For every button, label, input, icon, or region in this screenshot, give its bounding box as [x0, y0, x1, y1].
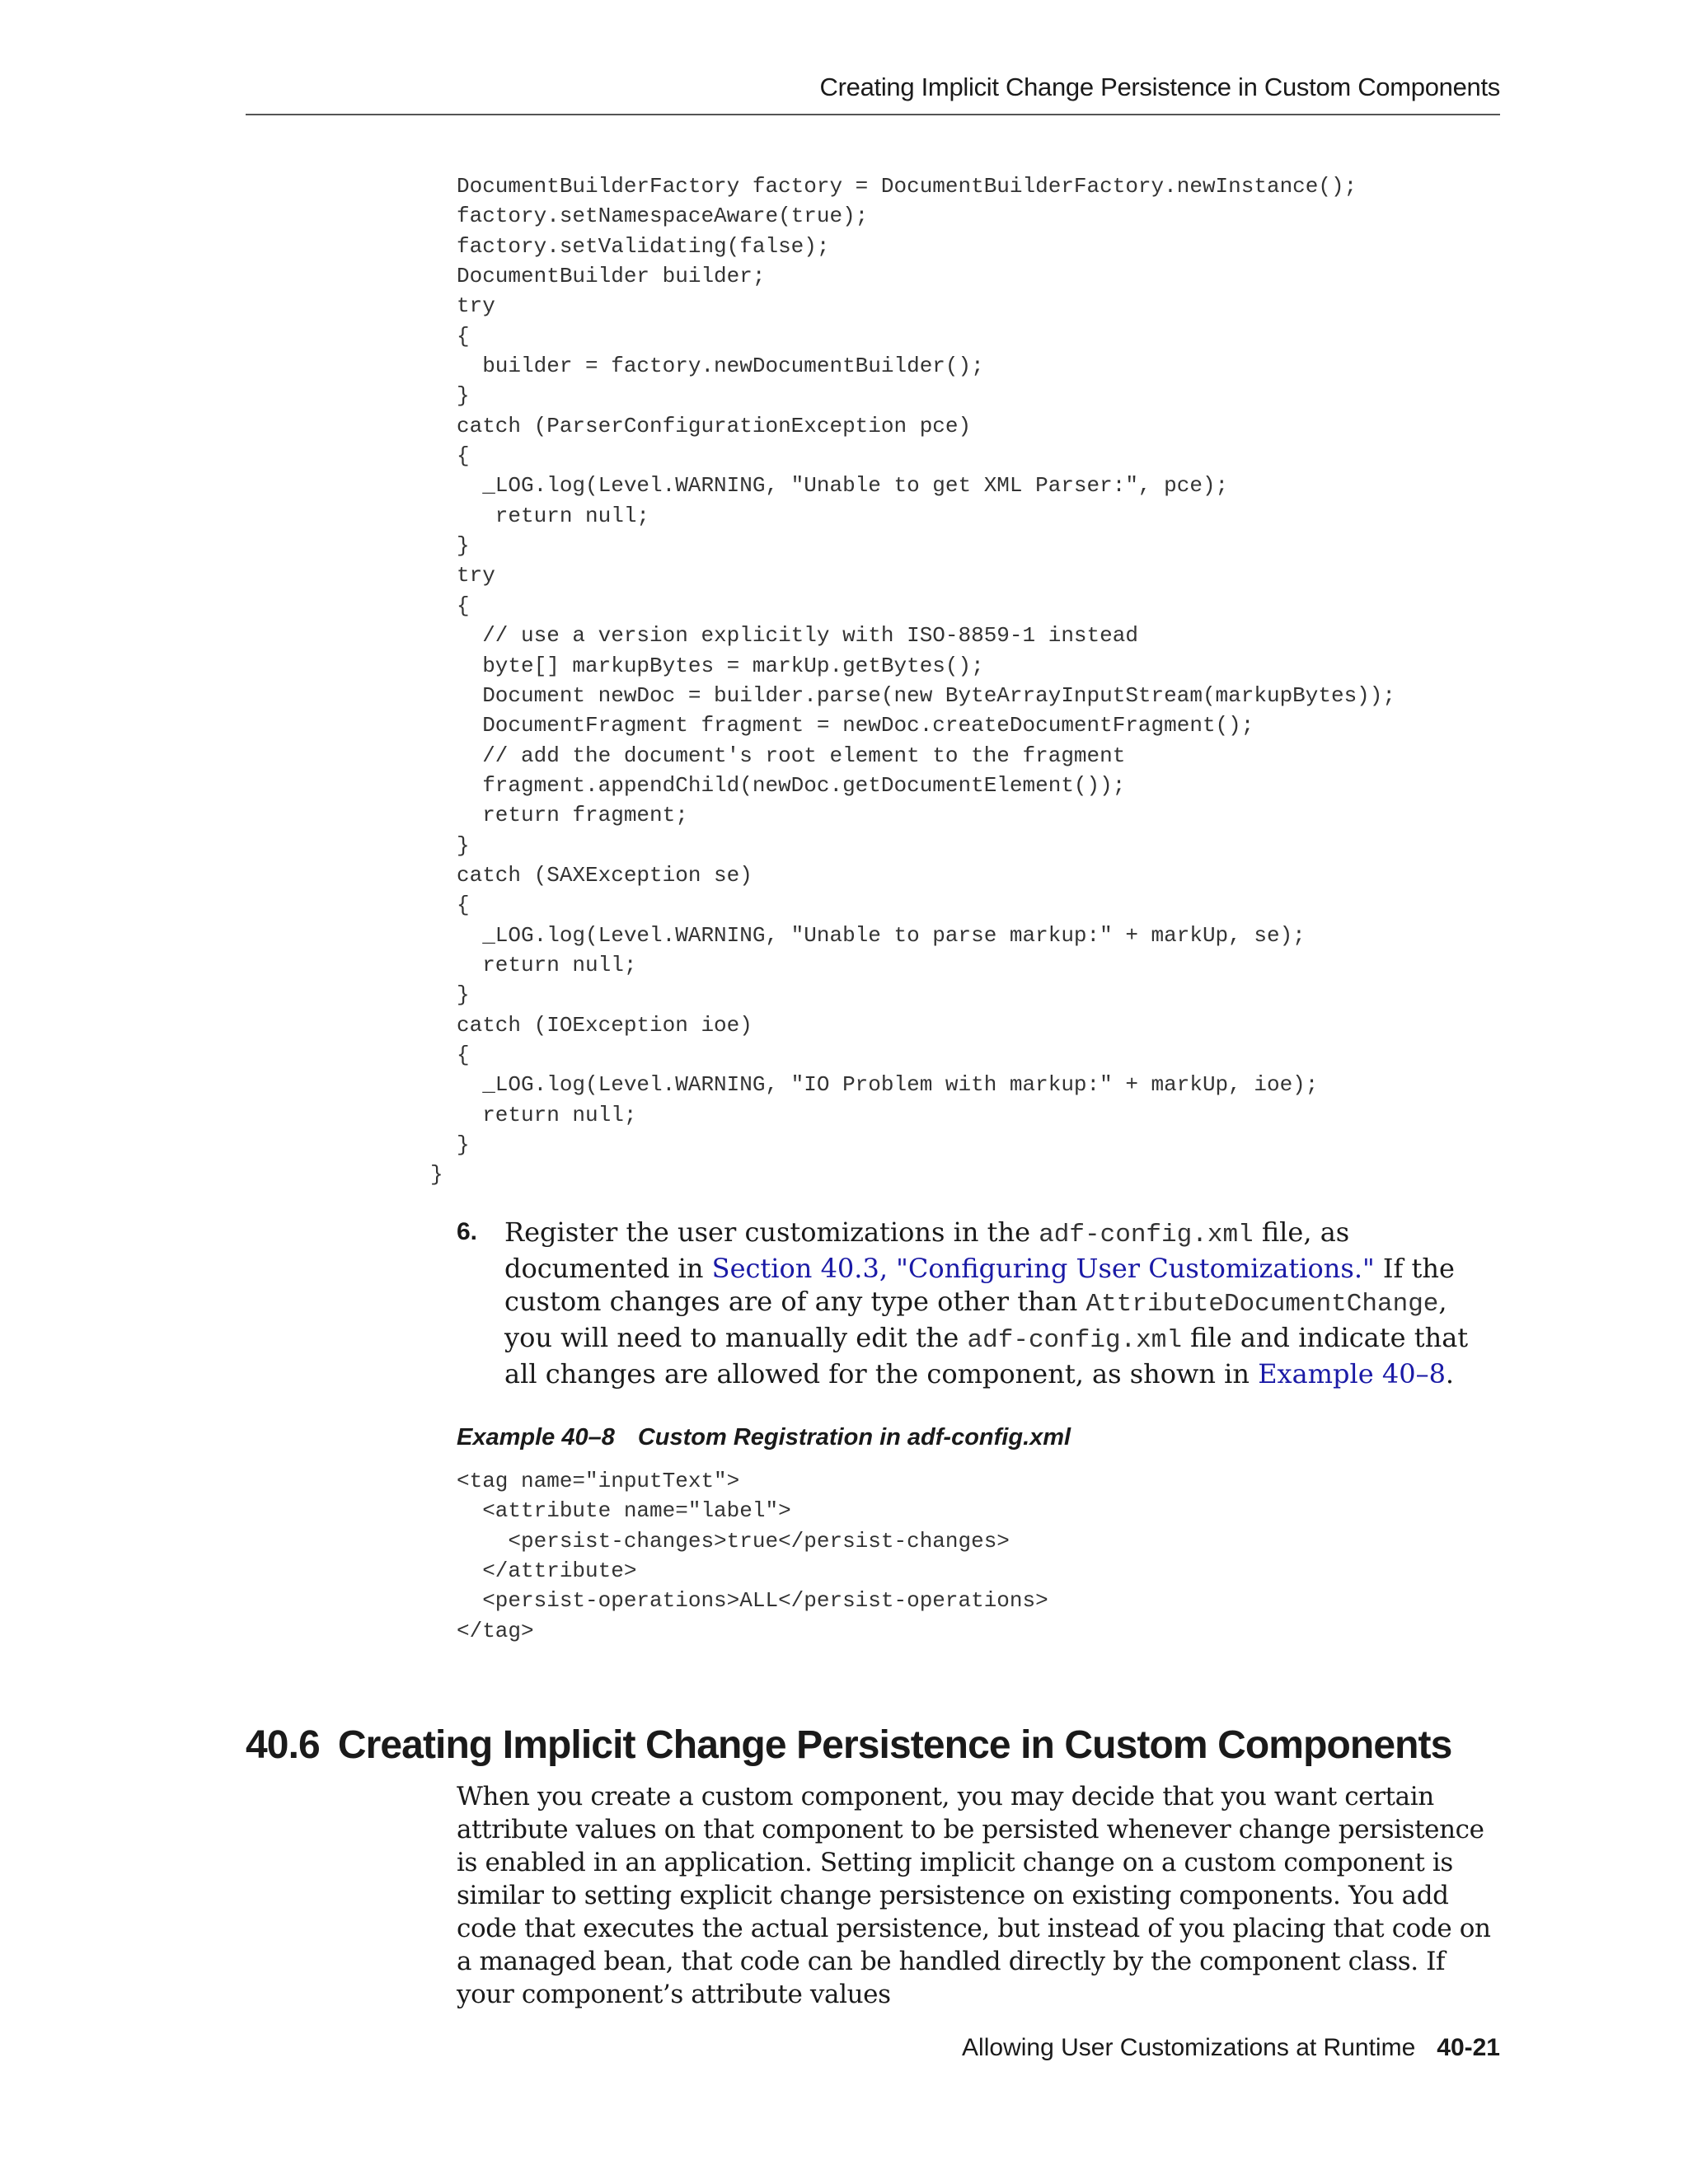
inline-code-adf-config: adf-config.xml: [967, 1326, 1182, 1355]
link-section-40-3[interactable]: Section 40.3, "Configuring User Customizations.": [711, 1253, 1375, 1284]
section-title: Creating Implicit Change Persistence in Custom Components: [337, 1723, 1452, 1767]
example-caption: [457, 1424, 1071, 1451]
step-text-part: If the custom changes are of any type other than: [504, 1253, 1455, 1317]
running-header: Creating Implicit Change Persistence in Custom Components: [819, 73, 1500, 101]
section-paragraph: When you create a custom component, you may decide that you want certain attribute values on that component to be persisted whenever change persistence is enabled in an application. Setting implicit change on a custom component is similar to setting explicit change persistence on existing components. You add code that executes the actual persistence, but instead of you placing that code on a managed bean, that code can be handled directly by the component class. If your component’s attribute values: [457, 1782, 1491, 2009]
code-block-example-40-8: <tag name="inputText"> <attribute name="label"> <persist-changes>true</persist-changes> </attribute> <persist-operations>ALL</persist-operations> </tag>: [457, 1469, 1048, 1643]
step-text-part: file and indicate that all changes are allowed for the component, as shown in: [504, 1322, 1469, 1390]
step-text-part: , you will need to manually edit the: [504, 1286, 1447, 1353]
example-label: Example 40–8: [457, 1424, 615, 1451]
section-heading: [246, 1722, 1451, 1768]
step-6: [457, 1216, 1503, 1390]
header-rule: [246, 114, 1500, 115]
footer-chapter-title: Allowing User Customizations at Runtime: [962, 2034, 1416, 2061]
code-block-parse-markup: DocumentBuilderFactory factory = DocumentBuilderFactory.newInstance(); factory.setNamespaceAware(true); factory.setValidating(false); DocumentBuilder builder; try { builder = factory.newDocumentBuilder(); } catch (ParserConfigurationException pce) { _LOG.log(Level.WARNING, "Unable to get XML Parser:", pce); return null; } try { // use a version explicitly with ISO-8859-1 instead byte[] markupBytes = markUp.getBytes(); Document newDoc = builder.parse(new ByteArrayInputStream(markupBytes)); DocumentFragment fragment = newDoc.createDocumentFragment(); // add the document's root element to the fragment fragment.appendChild(newDoc.getDocumentElement()); return fragment; } catch (SAXException se) { _LOG.log(Level.WARNING, "Unable to parse markup:" + markUp, se); return null; } catch (IOException ioe) { _LOG.log(Level.WARNING, "IO Problem with markup:" + markUp, ioe); return null; } }: [430, 174, 1395, 1188]
link-example-40-8[interactable]: Example 40–8: [1258, 1358, 1446, 1390]
step-text-part: Register the user customizations in the: [504, 1216, 1039, 1248]
inline-code-attribute-document-change: AttributeDocumentChange: [1085, 1290, 1439, 1319]
step-text: [504, 1216, 1502, 1390]
page-footer: [962, 2034, 1500, 2062]
section-number: 40.6: [246, 1723, 320, 1767]
example-title: Custom Registration in adf-config.xml: [637, 1424, 1071, 1451]
inline-code-adf-config: adf-config.xml: [1039, 1221, 1254, 1249]
step-text-part: .: [1445, 1358, 1455, 1390]
page-number: 40-21: [1437, 2034, 1500, 2061]
closing-brace: }: [430, 1162, 443, 1188]
step-text-part: file, as documented in: [504, 1216, 1350, 1284]
step-number: 6.: [457, 1218, 478, 1245]
